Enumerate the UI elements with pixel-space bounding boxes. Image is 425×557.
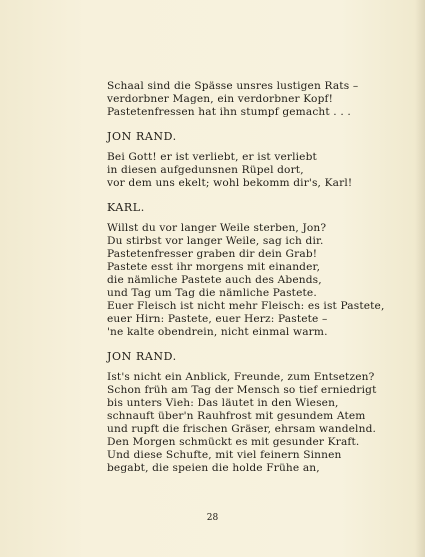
verse-line: Pastetenfresser graben dir dein Grab! xyxy=(107,248,318,260)
verse-line: Schaal sind die Spässe unsres lustigen Rats – xyxy=(107,80,359,92)
page-edge-shadow xyxy=(415,0,425,557)
verse-line: Den Morgen schmückt es mit gesunder Kraft. xyxy=(107,436,360,448)
verse-line: Schon früh am Tag der Mensch so tief erniedrigt xyxy=(107,384,377,396)
verse-line: euer Hirn: Pastete, euer Herz: Pastete – xyxy=(107,313,328,325)
speaker-name: JON RAND. xyxy=(107,130,177,143)
verse-line: und Tag um Tag die nämliche Pastete. xyxy=(107,287,317,299)
verse-line: die nämliche Pastete auch des Abends, xyxy=(107,274,322,286)
stanza-2 xyxy=(107,151,377,190)
stanza-4 xyxy=(107,371,377,475)
stanza-1 xyxy=(107,80,377,119)
speaker-name: KARL. xyxy=(107,201,145,214)
verse-line: und rupft die frischen Gräser, ehrsam wandelnd. xyxy=(107,423,377,435)
verse-line: begabt, die speien die holde Frühe an, xyxy=(107,462,320,474)
verse-line: in diesen aufgedunsnen Rüpel dort, xyxy=(107,164,304,176)
stanza-3 xyxy=(107,222,385,339)
verse-line: 'ne kalte obendrein, nicht einmal warm. xyxy=(107,326,328,338)
verse-line: verdorbner Magen, ein verdorbner Kopf! xyxy=(107,93,333,105)
verse-line: Bei Gott! er ist verliebt, er ist verliebt xyxy=(107,151,317,163)
verse-text xyxy=(107,80,385,475)
verse-line: schnauft über'n Rauhfrost mit gesundem Atem xyxy=(107,410,366,422)
speaker-name: JON RAND. xyxy=(107,350,177,363)
verse-line: bis unters Vieh: Das läutet in den Wiesen, xyxy=(107,397,339,409)
verse-line: Pastete esst ihr morgens mit einander, xyxy=(107,261,321,273)
verse-line: Ist's nicht ein Anblick, Freunde, zum Entsetzen? xyxy=(107,371,375,383)
verse-line: vor dem uns ekelt; wohl bekomm dir's, Karl! xyxy=(107,177,353,189)
verse-line: Und diese Schufte, mit viel feinern Sinnen xyxy=(107,449,342,461)
verse-line: Pastetenfressen hat ihn stumpf gemacht . . . xyxy=(107,106,351,118)
verse-line: Euer Fleisch ist nicht mehr Fleisch: es ist Pastete, xyxy=(107,300,385,312)
verse-line: Du stirbst vor langer Weile, sag ich dir. xyxy=(107,235,324,247)
page-number: 28 xyxy=(206,513,219,523)
verse-line: Willst du vor langer Weile sterben, Jon? xyxy=(107,222,327,234)
